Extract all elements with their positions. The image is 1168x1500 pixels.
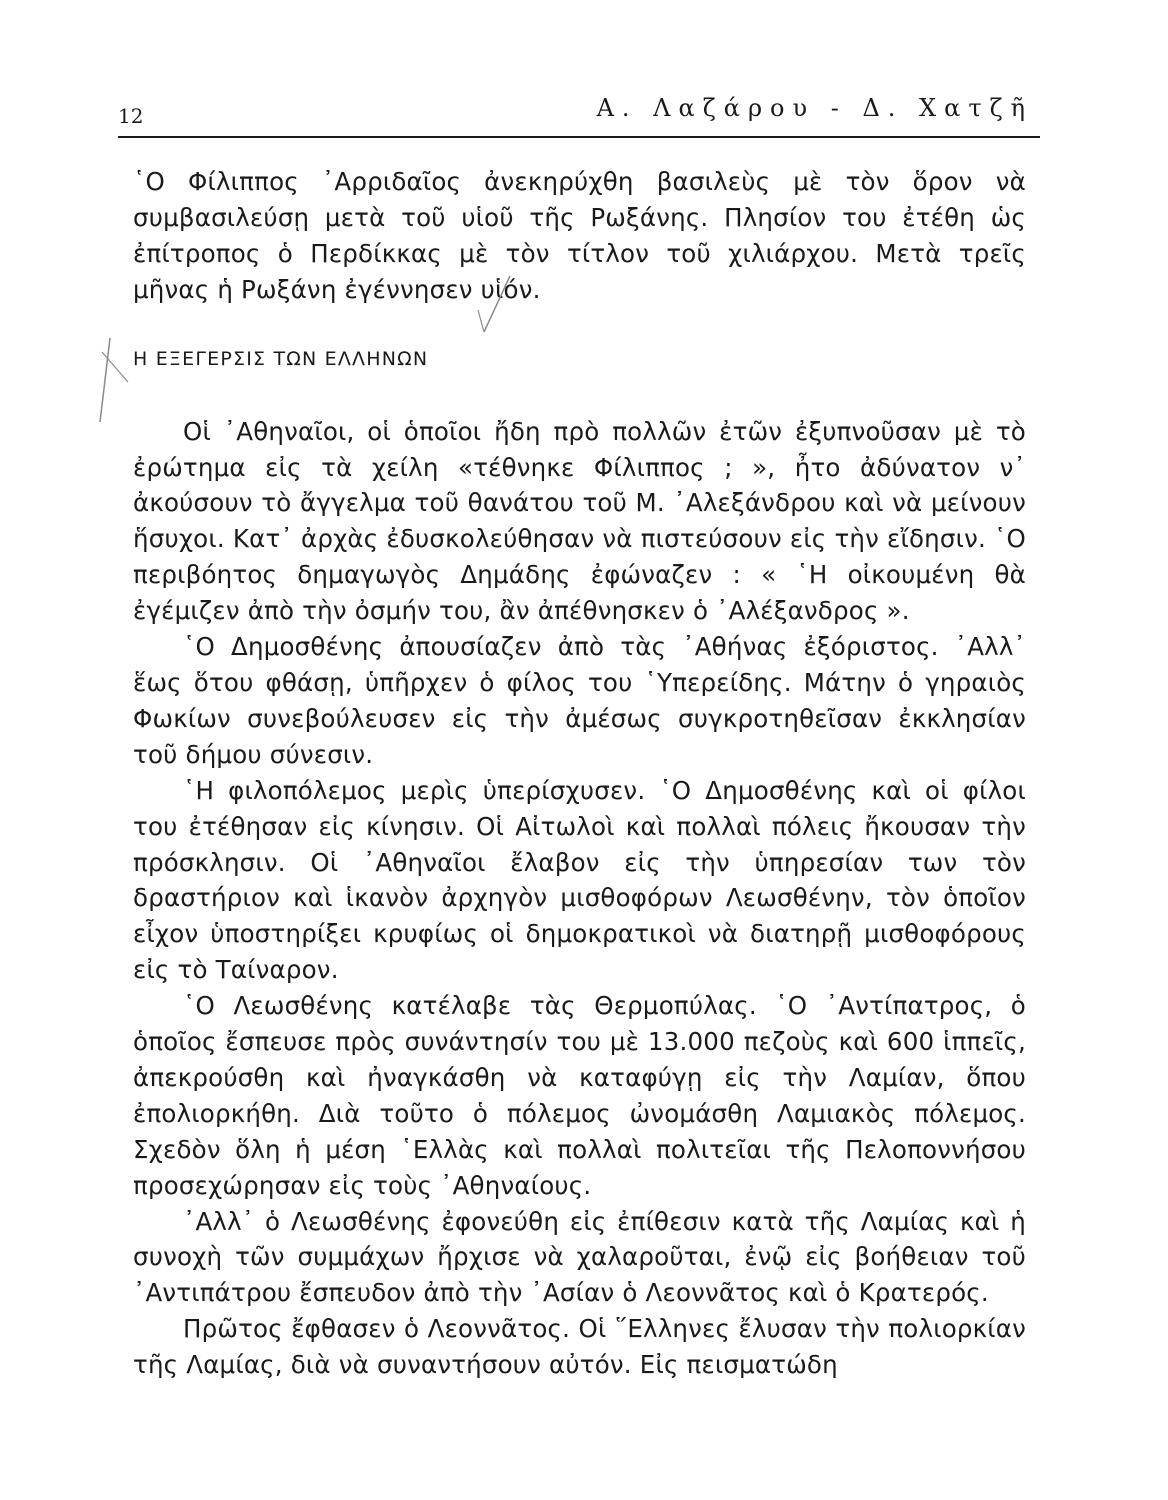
header-rule [118,136,1040,138]
paragraph-3: ῾Ο Δημοσθένης ἀπουσίαζεν ἀπὸ τὰς ᾿Αθήνας ἐξόριστος. ᾿Αλλ᾿ ἕως ὅτου φθάσῃ, ὑπῆρχεν ὁ φίλος του ῾Υπερείδης. Μάτην ὁ γηραιὸς Φωκίων συνεβούλευσεν εἰς τὴν ἀμέσως συγκροτηθεῖσαν ἐκκλησίαν τοῦ δήμου σύνεσιν. [133,632,1026,769]
paragraph-7: Πρῶτος ἔφθασεν ὁ Λεοννᾶτος. Οἱ ῞Ελληνες ἔλυσαν τὴν πολιορκίαν τῆς Λαμίας, διὰ νὰ συναντήσουν αὐτόν. Εἰς πεισματώδη [133,1314,1026,1380]
paragraph-6: ᾿Αλλ᾿ ὁ Λεωσθένης ἐφονεύθη εἰς ἐπίθεσιν κατὰ τῆς Λαμίας καὶ ἡ συνοχὴ τῶν συμμάχων ἤρχισε νὰ χαλαροῦται, ἐνῷ εἰς βοήθειαν τοῦ ᾿Αντιπάτρου ἔσπευδον ἀπὸ τὴν ᾿Ασίαν ὁ Λεοννᾶτος καὶ ὁ Κρατερός. [133,1206,1026,1308]
paragraph-5: ῾Ο Λεωσθένης κατέλαβε τὰς Θερμοπύλας. ῾Ο ᾿Αντίπατρος, ὁ ὁποῖος ἔσπευσε πρὸς συνάντησίν του μὲ 13.000 πεζοὺς καὶ 600 ἱππεῖς, ἀπεκρούσθη καὶ ἠναγκάσθη νὰ καταφύγῃ εἰς τὴν Λαμίαν, ὅπου ἐπολιορκήθη. Διὰ τοῦτο ὁ πόλεμος ὠνομάσθη Λαμιακὸς πόλεμος. Σχεδὸν ὅλη ἡ μέση ῾Ελλὰς καὶ πολλαὶ πολιτεῖαι τῆς Πελοποννήσου προσεχώρησαν εἰς τοὺς ᾿Αθηναίους. [133,991,1026,1200]
section-heading: Η ΕΞΕΓΕΡΣΙΣ ΤΩΝ ΕΛΛΗΝΩΝ [133,347,429,370]
running-header: Α. Λαζάρου - Δ. Χατζῆ [596,94,1033,122]
paragraph-2: Οἱ ᾿Αθηναῖοι, οἱ ὁποῖοι ἤδη πρὸ πολλῶν ἐτῶν ἐξυπνοῦσαν μὲ τὸ ἐρώτημα εἰς τὰ χείλη «τέθνηκε Φίλιππος ; », ἦτο ἀδύνατον ν᾿ ἀκούσουν τὸ ἄγγελμα τοῦ θανάτου τοῦ Μ. ᾿Αλεξάνδρου καὶ νὰ μείνουν ἥσυχοι. Κατ᾿ ἀρχὰς ἐδυσκολεύθησαν νὰ πιστεύσουν εἰς τὴν εἴδησιν. ῾Ο περιβόητος δημαγωγὸς Δημάδης ἐφώναζεν : « ῾Η οἰκουμένη θὰ ἐγέμιζεν ἀπὸ τὴν ὀσμήν του, ἂν ἀπέθνησκεν ὁ ᾿Αλέξανδρος ». [133,416,1026,626]
page-number: 12 [118,104,144,128]
body-text [133,164,1026,1383]
paragraph-1: ῾Ο Φίλιππος ᾿Αρριδαῖος ἀνεκηρύχθη βασιλεὺς μὲ τὸν ὅρον νὰ συμβασιλεύσῃ μετὰ τοῦ υἱοῦ τῆς Ρωξάνης. Πλησίον του ἐτέθη ὡς ἐπίτροπος ὁ Περδίκκας μὲ τὸν τίτλον τοῦ χιλιάρχου. Μετὰ τρεῖς μῆνας ἡ Ρωξάνη ἐγέννησεν υἱόν. [133,167,1026,304]
paragraph-4: ῾Η φιλοπόλεμος μερὶς ὑπερίσχυσεν. ῾Ο Δημοσθένης καὶ οἱ φίλοι του ἐτέθησαν εἰς κίνησιν. Οἱ Αἰτωλοὶ καὶ πολλαὶ πόλεις ἤκουσαν τὴν πρόσκλησιν. Οἱ ᾿Αθηναῖοι ἔλαβον εἰς τὴν ὑπηρεσίαν των τὸν δραστήριον καὶ ἱκανὸν ἀρχηγὸν μισθοφόρων Λεωσθένην, τὸν ὁποῖον εἶχον ὑποστηρίξει κρυφίως οἱ δημοκρατικοὶ νὰ διατηρῇ μισθοφόρους εἰς τὸ Ταίναρον. [133,775,1026,985]
